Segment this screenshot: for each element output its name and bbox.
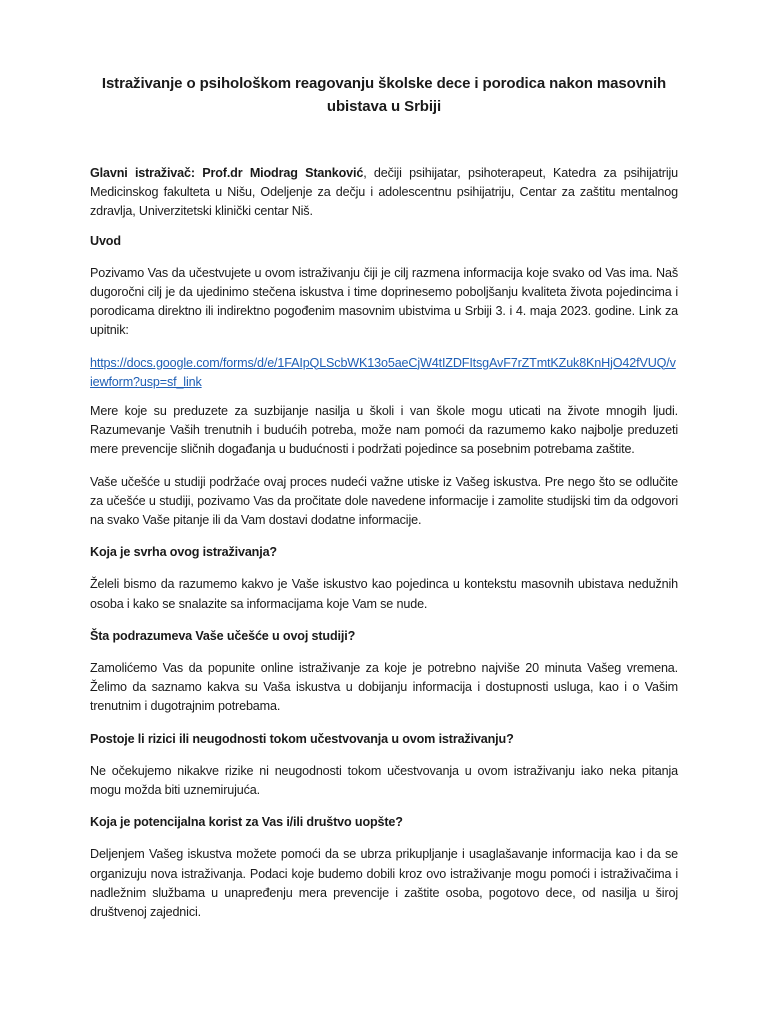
document-page	[90, 72, 678, 935]
survey-link-paragraph	[90, 354, 678, 392]
measures-text: Mere koje su preduzete za suzbijanje nasilja u školi i van škole mogu uticati na živote mnogih ljudi. Razumevanje Vaših trenutnih i budućih potreba, može nam pomoći da razumemo kako najbolje preduzeti mere prevencije sličnih događanja u budućnosti i podržati pojedince sa posebnim potrebama zaštite.	[90, 404, 678, 457]
purpose-text: Želeli bismo da razumemo kakvo je Vaše iskustvo kao pojedinca u kontekstu masovnih ubistava nedužnih osoba i kako se snalazite sa informacijama koje Vam se nude.	[90, 577, 678, 611]
investigator-paragraph	[90, 164, 678, 222]
risks-text: Ne očekujemo nikakve rizike ni neugodnosti tokom učestvovanja u ovom istraživanju iako neka pitanja mogu možda biti uznemirujuća.	[90, 763, 678, 798]
document-title: Istraživanje o psihološkom reagovanju školske dece i porodica nakon masovnih ubistava u Srbiji	[101, 75, 667, 115]
benefit-heading: Koja je potencijalna korist za Vas i/ili društvo uopšte?	[90, 815, 403, 830]
involves-text: Zamolićemo Vas da popunite online istraživanje za koje je potrebno najviše 20 minuta Vašeg vremena. Želimo da saznamo kakva su Vaša iskustva u dobijanju informacija i dostupnosti usluga, kao i o Vašim trenutnim i dugotrajnim potrebama.	[90, 661, 678, 714]
investigator-label: Glavni istraživač: Prof.dr Miodrag Stanković	[90, 166, 364, 180]
risks-heading: Postoje li rizici ili neugodnosti tokom učestvovanja u ovom istraživanju?	[90, 731, 514, 746]
purpose-heading: Koja je svrha ovog istraživanja?	[90, 545, 277, 560]
involves-heading: Šta podrazumeva Vaše učešće u ovoj studiji?	[90, 628, 356, 643]
survey-link[interactable]: https://docs.google.com/forms/d/e/1FAIpQLScbWK13o5aeCjW4tIZDFItsgAvF7rZTmtKZuk8KnHjO42fVUQ/viewform?usp=sf_link	[90, 355, 676, 389]
investigator-details: , dečiji psihijatar, psihoterapeut, Katedra za psihijatriju Medicinskog fakulteta u Nišu, Odeljenje za dečju i adolescentnu psihijatriju, Centar za zaštitu mentalnog zdravlja, Univerzitetski klinički centar Niš.	[90, 166, 678, 219]
benefit-text: Deljenjem Vašeg iskustva možete pomoći da se ubrza prikupljanje i usaglašavanje informacija kao i da se organizuju nova istraživanja. Podaci koje budemo dobili kroz ovo istraživanje mogu pomoći i istraživačima i nadležnim službama u unapređenju mera prevencije i zaštite osoba, pogotovo dece, od nasilja u široj društvenoj zajednici.	[90, 847, 678, 920]
intro-text: Pozivamo Vas da učestvujete u ovom istraživanju čiji je cilj razmena informacija koje svako od Vas ima. Naš dugoročni cilj je da ujedinimo stečena iskustva i time doprinesemo poboljšanju kvaliteta života pojedincima i porodicama direktno ili indirektno pogođenim masovnim ubistvima u Srbiji 3. i 4. maja 2023. godine. Link za upitnik:	[90, 265, 678, 338]
participation-text: Vaše učešće u studiji podržaće ovaj proces nudeći važne utiske iz Vašeg iskustva. Pre nego što se odlučite za učešće u studiji, pozivamo Vas da pročitate dole navedene informacije i zamolite studijski tim da odgovori na svako Vaše pitanje ili da Vam dostavi dodatne informacije.	[90, 474, 678, 528]
intro-heading: Uvod	[90, 233, 121, 248]
